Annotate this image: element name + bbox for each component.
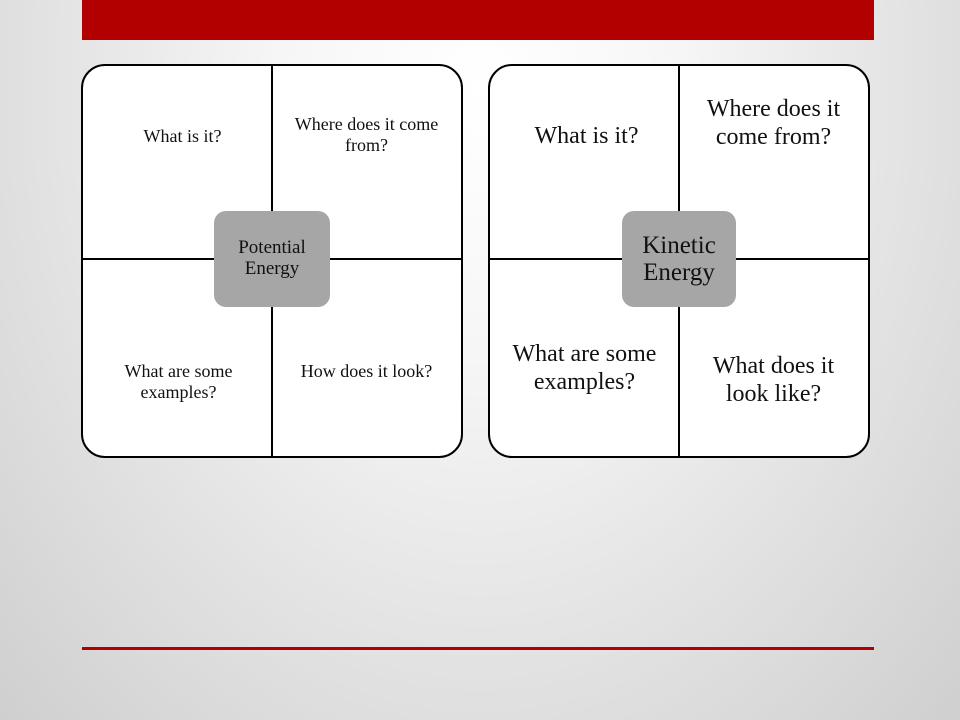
- center-term-box: Kinetic Energy: [622, 211, 736, 307]
- quadrant-where-does-it-come-from: Where does it come from?: [294, 114, 439, 155]
- quadrant-what-is-it: What is it?: [143, 126, 222, 146]
- frayer-model-potential-energy: [81, 64, 463, 458]
- bottom-rule: [82, 647, 874, 650]
- quadrant-what-is-it: What is it?: [534, 123, 639, 149]
- quadrant-where-does-it-come-from: Where does it come from?: [706, 96, 841, 150]
- quadrant-examples: What are some examples?: [124, 361, 233, 402]
- top-banner: [82, 0, 874, 40]
- center-term-box: Potential Energy: [214, 211, 330, 307]
- frayer-model-kinetic-energy: [488, 64, 870, 458]
- quadrant-how-does-it-look: How does it look?: [300, 361, 433, 381]
- quadrant-what-does-it-look-like: What does it look like?: [712, 353, 835, 407]
- quadrant-examples: What are some examples?: [512, 341, 657, 395]
